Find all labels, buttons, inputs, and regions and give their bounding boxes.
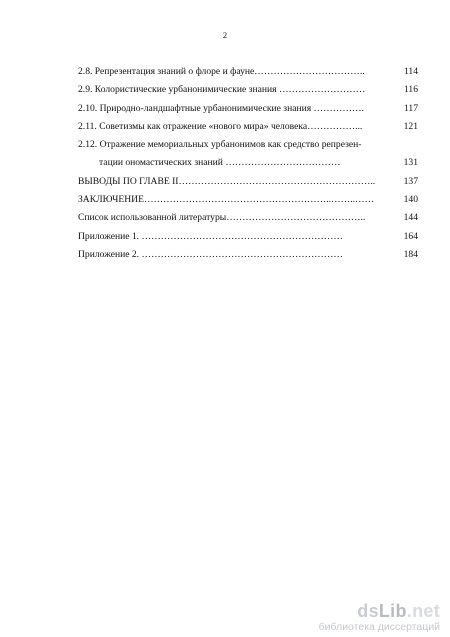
logo-lib: Lib (378, 601, 407, 621)
toc-entry (78, 228, 418, 246)
toc-entry-page: 137 (403, 175, 418, 187)
toc-entry-title: Список использованной литературы…………………………………….. (78, 212, 366, 224)
toc-entry-title: Приложение 1. ……………………………………………………… (78, 230, 343, 242)
table-of-contents (78, 63, 418, 264)
toc-entry-title-line2: тации ономастических знаний ……………………………… (99, 157, 341, 169)
dslib-watermark (300, 601, 440, 633)
page-number: 2 (222, 30, 228, 40)
toc-entry (78, 209, 418, 227)
toc-entry-page: 164 (403, 230, 418, 242)
toc-entry (78, 81, 418, 99)
toc-entry (78, 63, 418, 81)
toc-entry-page: 140 (403, 194, 418, 206)
toc-entry (78, 191, 418, 209)
toc-entry-title: ЗАКЛЮЧЕНИЕ…………………………………………………..……..…… (78, 194, 375, 206)
toc-entry (78, 173, 418, 191)
watermark-tagline: библиотека диссертаций (318, 621, 440, 633)
toc-entry-page: 117 (403, 102, 418, 114)
toc-entry-page: 184 (403, 248, 418, 260)
toc-entry-page: 131 (403, 157, 418, 169)
toc-entry-title: 2.9. Колористические урбанонимические знания ……………………… (78, 84, 366, 96)
dslib-logo (300, 601, 440, 621)
toc-entry (78, 246, 418, 264)
toc-entry-title-line1: 2.12. Отражение мемориальных урбанонимов как средство репрезен- (78, 139, 362, 151)
toc-entry (78, 100, 418, 118)
logo-ds: ds (357, 601, 379, 621)
toc-entry-title: ВЫВОДЫ ПО ГЛАВЕ II…………………………………………………….. (78, 175, 376, 187)
logo-net: .net (406, 601, 440, 621)
toc-entry-page: 121 (403, 120, 418, 132)
toc-entry (78, 118, 418, 136)
toc-entry-title: 2.11. Советизмы как отражение «нового мира» человека……………... (78, 120, 363, 132)
toc-entry-page: 116 (403, 84, 418, 96)
toc-entry-page: 114 (403, 66, 418, 77)
toc-entry (78, 136, 418, 173)
toc-entry-page: 144 (403, 212, 418, 224)
toc-entry-title: 2.8. Репрезентация знаний о флоре и фауне…………………………….. (78, 66, 365, 77)
toc-entry-title: Приложение 2. ……………………………………………………… (78, 248, 343, 260)
toc-entry-title: 2.10. Природно-ландшафтные урбанонимические знания ……………. (78, 102, 364, 114)
